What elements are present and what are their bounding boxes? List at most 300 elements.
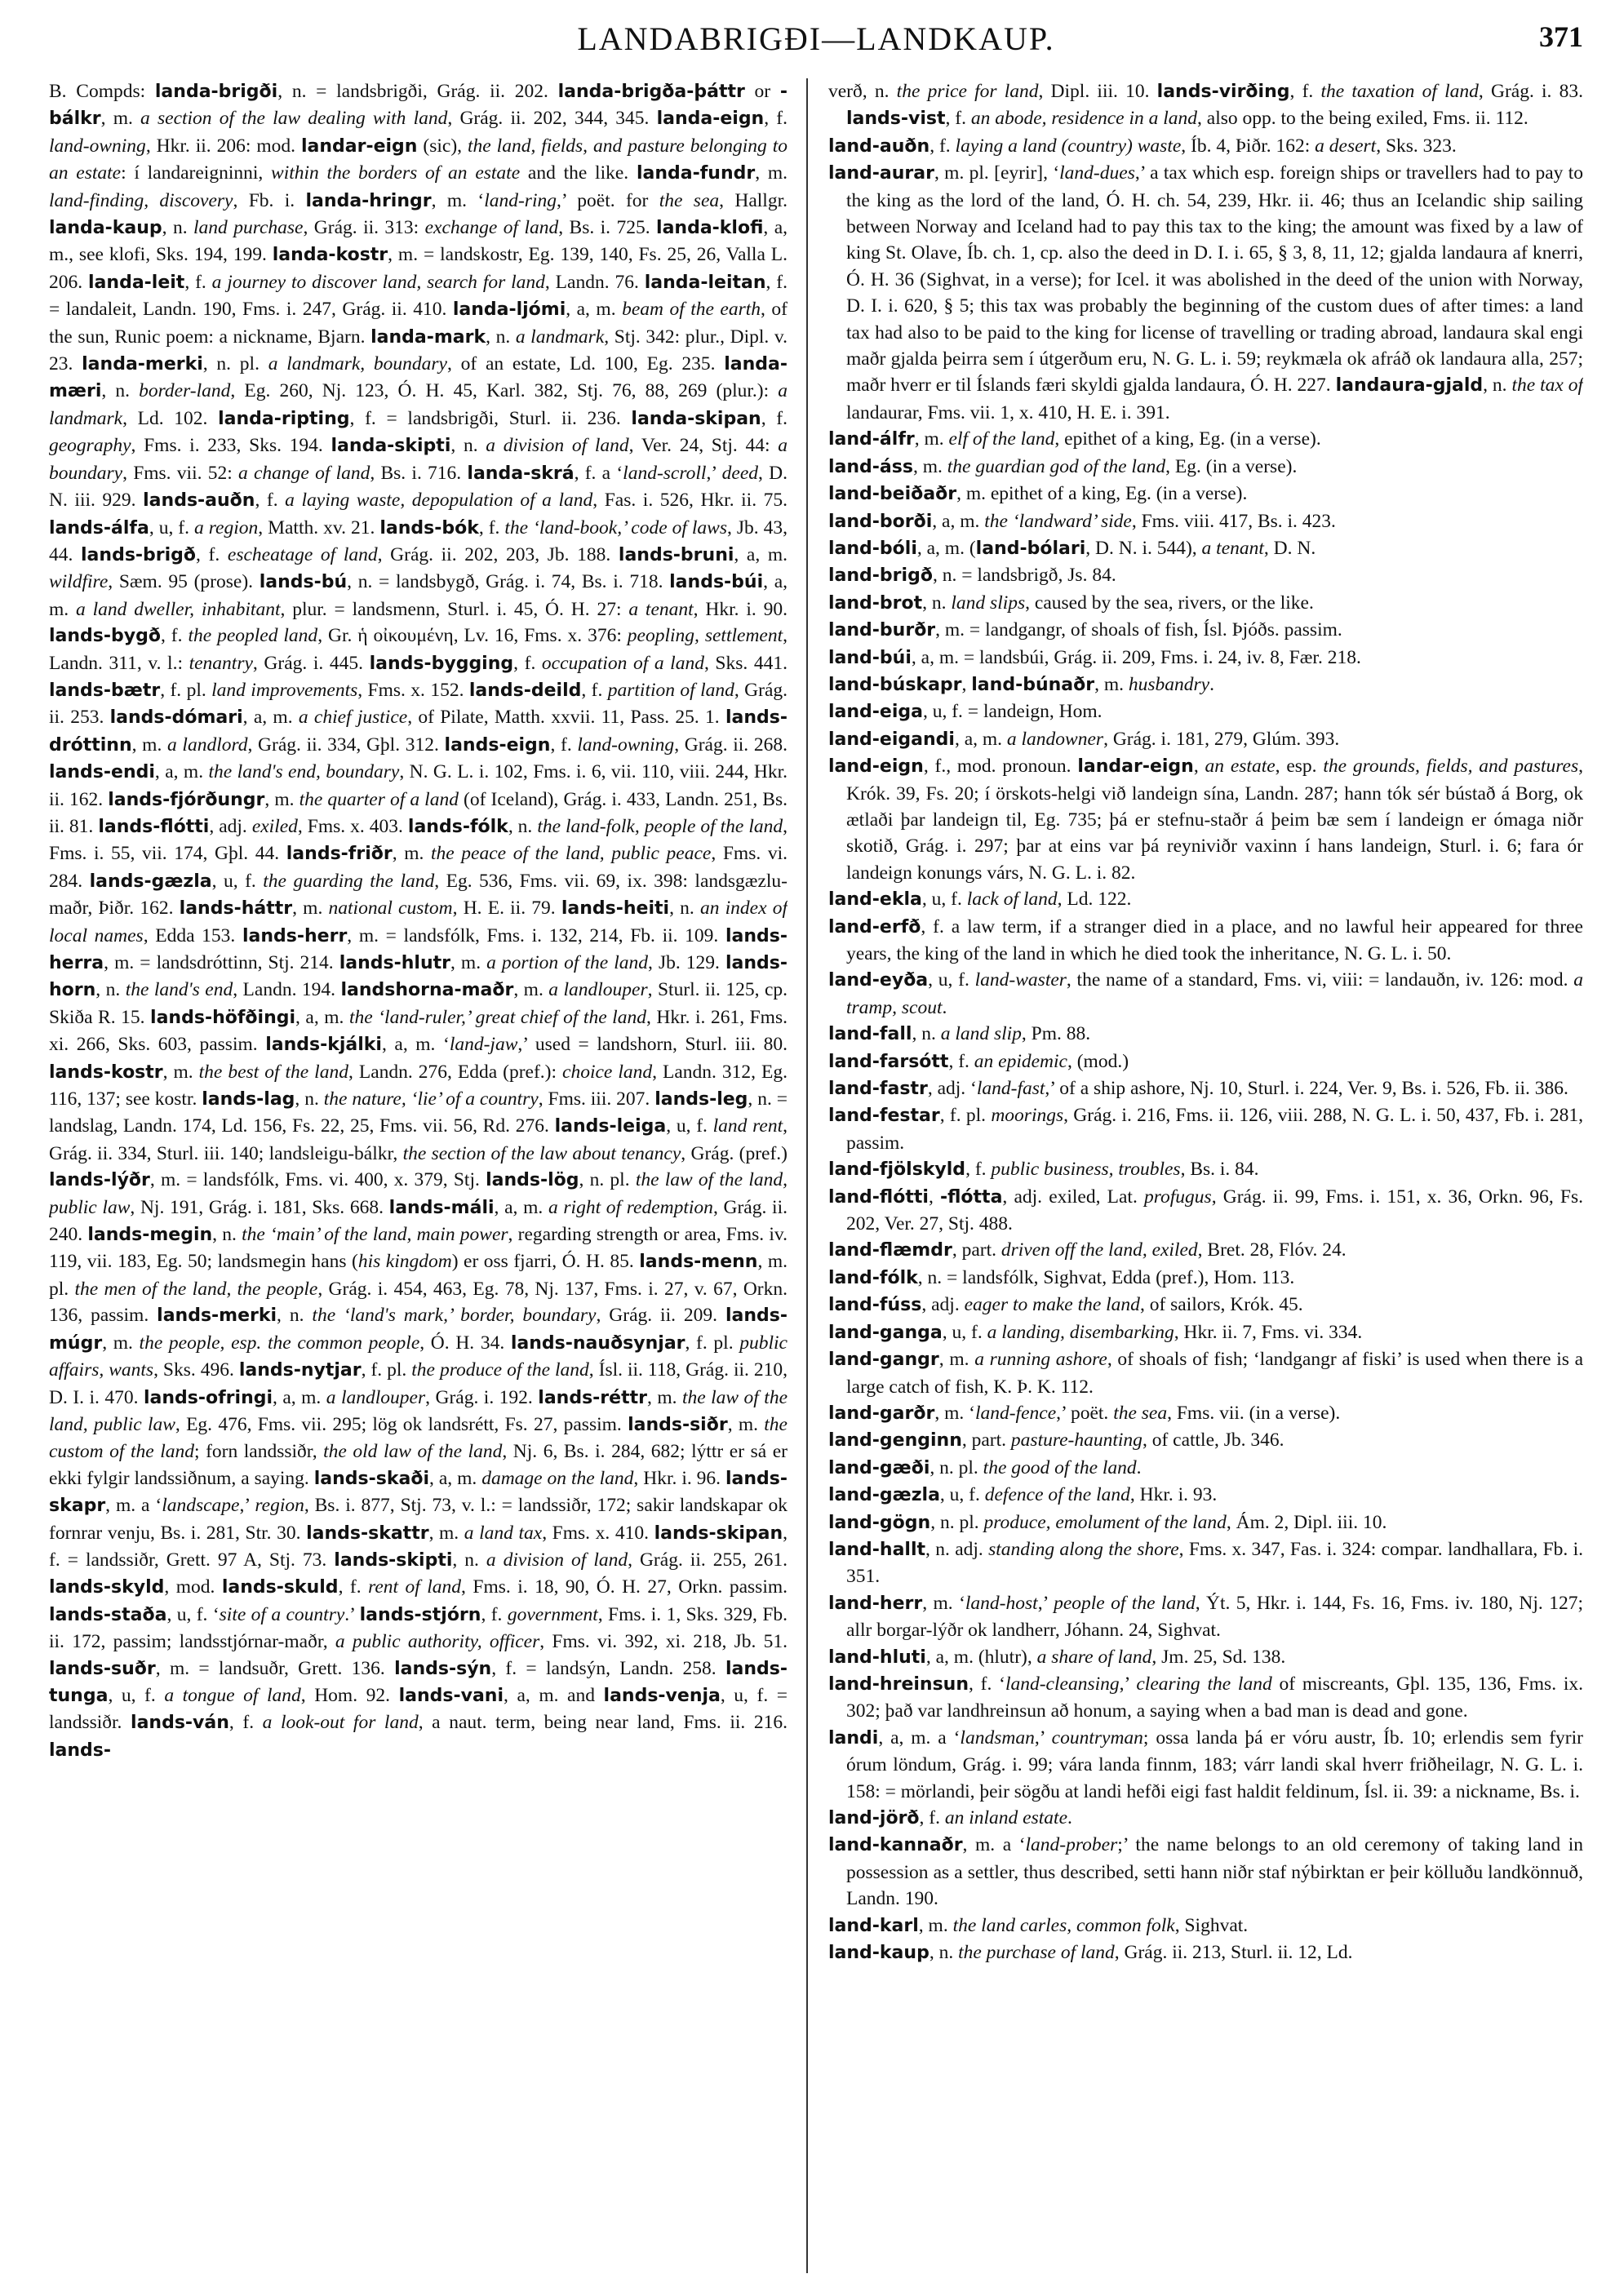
entry-text: , f. pl. <box>939 1105 992 1127</box>
definition: damage on the land <box>481 1467 634 1489</box>
definition: a landlouper <box>548 979 648 1001</box>
entry-text: ,’ poët. for <box>556 189 659 211</box>
entry-text: : í landareigninni, <box>121 162 272 184</box>
headword: land-eign <box>828 756 924 778</box>
entry-text: , Fms. i. 1, Sks. 329, Fb. ii. 172, passim; landsstjórnar-maðr, <box>49 1603 788 1653</box>
entry-text: , N. G. L. i. 102, Fms. i. 6, vii. 110, viii. 244, Hkr. ii. 162. <box>49 761 788 810</box>
dictionary-entry <box>828 1237 1583 1264</box>
headword: lands-fólk <box>407 816 508 837</box>
right-column <box>828 78 1583 2281</box>
definition: the ‘land-ruler,’ great chief of the land <box>348 1006 646 1028</box>
dictionary-entry <box>828 1805 1583 1832</box>
headword: lands-lag <box>202 1089 295 1110</box>
entry-text: , m. = landsfólk, Fms. i. 132, 214, Fb. ii. 109. <box>347 924 725 946</box>
entry-text: , f. a law term, if a stranger died in a place, and no lawful heir appeared for three years, the king of the land in which he died took the inheritance, N. G. L. i. 50. <box>846 915 1583 964</box>
definition: the ‘land-book,’ code of laws <box>504 516 728 539</box>
entry-text: , Nj. 6, Bs. i. 284, 682; lýttr er sá er ekki fylgir landssiðnum, a saying. <box>49 1441 788 1489</box>
definition: the quarter of a land <box>299 788 459 810</box>
headword: land-beiðaðr <box>828 484 957 505</box>
definition: public business, troubles <box>991 1159 1181 1181</box>
entry-text: , adj. ‘ <box>927 1078 977 1100</box>
definition: peopling, settlement <box>627 625 783 647</box>
definition: moorings <box>991 1105 1064 1127</box>
entry-text: , Ó. H. 34. <box>419 1332 511 1354</box>
entry-text: , Grág. i. 181, 279, Glúm. 393. <box>1103 728 1340 750</box>
dictionary-entry <box>828 617 1583 644</box>
entry-text: , f. <box>761 407 788 429</box>
definition: government <box>507 1603 598 1625</box>
headword: lands-höfðingi <box>150 1007 296 1028</box>
definition: a land slip <box>940 1023 1022 1045</box>
headword: lands-skattr <box>306 1523 429 1544</box>
entry-text: ,’ <box>1037 1592 1054 1614</box>
entry-text: , Grág. ii. 255, 261. <box>628 1549 788 1571</box>
dictionary-entry <box>828 1319 1583 1346</box>
entry-text: , n. <box>212 1224 242 1246</box>
entry-text: , Sæm. 95 (prose). <box>108 571 260 593</box>
entry-text: , m. <box>755 162 788 184</box>
entry-text: , m. = landgangr, of shoals of fish, Ísl. Þjóðs. passim. <box>935 619 1342 641</box>
headword: lands-brigð <box>81 544 197 565</box>
definition: border-land <box>139 380 231 402</box>
definition: a landowner <box>1006 728 1104 750</box>
definition: the best of the land <box>198 1061 348 1083</box>
entry-text: . <box>942 996 947 1018</box>
entry-text: , n. <box>508 815 538 837</box>
headword: landa-hringr <box>305 190 432 211</box>
headword: land-genginn <box>828 1430 962 1452</box>
headword: land-búnaðr <box>971 674 1095 695</box>
headword: land-búskapr <box>828 674 962 695</box>
entry-text: , m. <box>918 1914 953 1936</box>
entry-text: , m. <box>450 952 487 973</box>
dictionary-entry <box>828 1536 1583 1590</box>
definition: the peopled land <box>188 625 318 647</box>
headword: landa-brigði <box>154 82 278 102</box>
entry-text: , mod. <box>164 1576 222 1598</box>
definition: within the borders of an estate <box>271 162 521 184</box>
definition: produce, emolument of the land <box>983 1511 1227 1533</box>
definition: people of the land <box>1054 1592 1196 1614</box>
entry-text: , f. = landaleit, Landn. 190, Fms. i. 247, Grág. ii. 410. <box>49 271 788 321</box>
entry-text: , Hkr. i. 93. <box>1129 1484 1218 1506</box>
definition: choice land <box>562 1061 653 1083</box>
entry-text: , of the sun, Runic poem: a nickname, Bjarn. <box>49 299 788 348</box>
dictionary-entry <box>828 1455 1583 1482</box>
entry-text: ,’ a tax which esp. foreign ships or travellers had to pay to the king as the lord of the land, Ó. H. ch. 54, 239, Hkr. ii. 46; thus an Icelandic ship sailing between Norway and Iceland had to pay this tax to the king; the amount was fixed by a law of king St. Olave, Íb. ch. 1, cp. also the deed in D. I. i. 65, § 3, 8, 11, 12; gjalda landaura af knerri, Ó. H. 36 (Sighvat, in a verse); for Icel. it was abolished in the deed of the union with Norway, D. I. i. 620, § 5; this tax was probably the beginning of the custom dues of after times: a land tax had also to be paid to the king for license of travelling or trading abroad, landaura skal engi maðr gjalda þeirra sem í útgerðum eru, N. G. L. i. 59; reykmæla ok afráð ok landaura alla, 257; maðr hverr er til Íslands færi skyldi gjalda landaura, Ó. H. 227. <box>846 162 1583 397</box>
entry-text: , f. <box>919 1807 945 1828</box>
entry-text: , Grág. (pref.) <box>681 1142 788 1164</box>
entry-text: , n. pl. <box>930 1456 983 1478</box>
entry-text: B. Compds: <box>49 81 155 102</box>
dictionary-entry <box>828 1048 1583 1075</box>
entry-text: , H. E. ii. 79. <box>452 898 561 920</box>
entry-text: , Grág. i. 445. <box>252 652 370 674</box>
entry-text: , f. pl. <box>160 679 212 701</box>
definition: land-fast <box>976 1078 1045 1100</box>
headword: lands-skuld <box>221 1577 339 1598</box>
entry-text: , a, m. <box>154 761 209 783</box>
entry-text: , Nj. 191, Grág. i. 181, Sks. 668. <box>130 1196 389 1218</box>
dictionary-entry <box>828 562 1583 589</box>
entry-text: , n. pl. <box>930 1511 984 1533</box>
entry-text: . <box>1067 1807 1072 1828</box>
headword: lands-skipan <box>654 1523 783 1544</box>
entry-text: , n. <box>452 1549 486 1571</box>
entry-text: , f. <box>255 490 286 512</box>
definition: land-scroll <box>623 462 707 484</box>
definition: lack of land <box>966 889 1058 911</box>
entry-text: , Ísl. ii. 118, Grág. ii. 210, D. I. i. 470. <box>49 1359 788 1408</box>
headword: lands-búi <box>669 572 764 593</box>
headword: lands-deild <box>468 680 582 701</box>
entry-text: , also opp. to the being exiled, Fms. ii. 112. <box>1197 108 1528 130</box>
entry-text: , Sks. 496. <box>153 1359 239 1381</box>
entry-text: , m. <box>100 108 141 130</box>
headword: lands-lýðr <box>49 1170 150 1191</box>
entry-text: , Hkr. ii. 206: mod. <box>145 135 301 157</box>
definition: a landing, disembarking <box>987 1321 1174 1343</box>
entry-text: , m. pl. <box>49 1251 788 1300</box>
definition: the tax of <box>1511 375 1583 397</box>
entry-text: , Fms. x. 410. <box>542 1522 654 1544</box>
entry-text: , Hkr. i. 261, Fms. xi. 266, Sks. 603, passim. <box>49 1006 788 1056</box>
entry-text: , n. <box>922 592 952 614</box>
definition: a landmark <box>49 380 788 429</box>
definition: a chief justice <box>298 707 408 729</box>
definition: the guardian god of the land <box>947 455 1166 477</box>
headword: landa-mæri <box>49 354 788 402</box>
definition: an estate <box>1205 756 1276 778</box>
headword: land-bóli <box>828 538 917 559</box>
definition: beam of the earth <box>622 299 761 321</box>
definition: a section of the law dealing with land <box>140 108 448 130</box>
entry-text: ; ossa landa þá er vóru austr, Íb. 10; erlendis sem fyrir órum löndum, Grág. i. 99; vára landa finnm, 183; várr landi skal hverr friðheilagr, N. G. L. i. 158: = mörlandi, þeir sögðu at landi hefði eigi fast haldit feldinum, Ísl. ii. 39: a nickname, Bs. i. <box>846 1726 1583 1802</box>
entry-text: , esp. <box>1275 756 1324 778</box>
entry-text: , m. = landsfólk, Fms. vi. 400, x. 379, Stj. <box>149 1169 486 1191</box>
headword: lands-bygging <box>369 653 514 674</box>
entry-text: , m. ‘ <box>934 1402 975 1424</box>
entry-text: , <box>961 673 972 695</box>
entry-text: , n. <box>929 1942 959 1964</box>
headword: land-borði <box>828 511 933 532</box>
headword: landa-brigða-þáttr <box>557 82 745 102</box>
definition: a change of land <box>237 462 370 484</box>
entry-text: , Hallgr. <box>719 189 788 211</box>
entry-text: , Ld. 122. <box>1057 889 1132 911</box>
headword: land-gögn <box>828 1512 931 1533</box>
entry-text: , Landn. 311, v. l.: <box>49 625 788 674</box>
headword: land-erfð <box>828 916 921 937</box>
entry-text: , m. a ‘ <box>962 1834 1026 1856</box>
headword: land-herr <box>828 1593 923 1614</box>
headword: landa-skrá <box>467 463 575 484</box>
entry-text: , Íb. 4, Þiðr. 162: <box>1181 135 1316 157</box>
entry-text: , a, m. = landsbúi, Grág. ii. 209, Fms. i. 24, iv. 8, Fær. 218. <box>911 646 1361 668</box>
entry-text: , a, m. <box>566 299 623 321</box>
entry-text: , Grág. ii. 99, Fms. i. 151, x. 36, Orkn. 96, Fs. 202, Ver. 27, Stj. 488. <box>846 1186 1583 1235</box>
definition: a division of land <box>486 435 629 457</box>
headword: landa-leitan <box>644 272 766 293</box>
entry-text: , n. <box>162 217 194 239</box>
entry-text: , Grág. i. 216, Fms. ii. 126, viii. 288, N. G. L. i. 50, 437, Fb. i. 281, passim. <box>846 1105 1583 1154</box>
entry-text: , m. = landsuðr, Grett. 136. <box>155 1657 395 1679</box>
definition: a boundary <box>49 435 788 484</box>
entry-text: , plur. = landsmenn, Sturl. i. 45, Ó. H. 27: <box>280 598 629 620</box>
headword: lands-álfa <box>49 517 149 539</box>
definition: the sea <box>659 189 720 211</box>
entry-text: , Matth. xv. 21. <box>258 516 380 539</box>
entry-text: , Stj. 342: plur., Dipl. v. 23. <box>49 326 788 375</box>
dictionary-entry <box>828 590 1583 617</box>
entry-text: , <box>1193 756 1205 778</box>
headword: lands-herr <box>242 925 348 946</box>
entry-text: , (mod.) <box>1067 1050 1129 1072</box>
definition: site of a country <box>219 1603 345 1625</box>
headword: lands-siðr <box>628 1414 728 1435</box>
dictionary-entry <box>828 1482 1583 1509</box>
definition: land-host <box>965 1592 1038 1614</box>
definition: defence of the land <box>984 1484 1130 1506</box>
entry-text: , m. <box>102 1332 140 1354</box>
definition: a land tax <box>464 1522 543 1544</box>
definition: pasture-haunting <box>1010 1429 1142 1452</box>
definition: the taxation of land <box>1320 81 1479 102</box>
entry-text: , Ld. 102. <box>122 407 219 429</box>
entry-text: , f. a ‘ <box>574 462 623 484</box>
headword: lands-dómari <box>109 707 243 729</box>
entry-text: , n. <box>95 979 126 1001</box>
headword: land-álfr <box>828 429 915 450</box>
entry-text: , m. <box>938 1349 975 1371</box>
entry-text: , a, m. a ‘ <box>878 1726 961 1749</box>
entry-text: , Jb. 43, 44. <box>49 516 788 565</box>
headword: lands-staða <box>49 1604 167 1625</box>
entry-text: , f. pl. <box>685 1332 740 1354</box>
entry-text: , Ver. 24, Stj. 44: <box>628 435 779 457</box>
entry-text: , m. <box>392 843 431 865</box>
entry-text: , m. <box>1094 673 1129 695</box>
dictionary-page <box>49 0 1583 2296</box>
headword: landa-kostr <box>272 245 388 266</box>
dictionary-entry <box>828 698 1583 725</box>
entry-text: , Grág. ii. 202, 344, 345. <box>447 108 657 130</box>
dictionary-entry <box>828 508 1583 535</box>
definition: a tramp, scout <box>846 969 1583 1018</box>
entry-text: , u, f. = landeign, Hom. <box>922 701 1103 723</box>
dictionary-entry <box>828 1427 1583 1454</box>
dictionary-entry <box>828 535 1583 562</box>
headword: land-brigð <box>828 565 933 587</box>
headword: lands-flótti <box>98 816 210 837</box>
headword: land-hallt <box>828 1539 926 1560</box>
entry-text: , Fms. viii. 417, Bs. i. 423. <box>1131 510 1336 532</box>
entry-text: , a, m. <box>242 707 299 729</box>
entry-text: , f. <box>160 625 189 647</box>
entry-text: , part. <box>952 1239 1001 1261</box>
definition: the law of the land, public law <box>49 1169 788 1218</box>
entry-text: , Grág. ii. 202, 203, Jb. 188. <box>377 543 619 565</box>
definition: tenantry <box>189 652 253 674</box>
dictionary-entry <box>828 753 1583 886</box>
entry-text: , n. <box>450 435 486 457</box>
definition: standing along the shore <box>988 1538 1179 1560</box>
dictionary-entry <box>828 1671 1583 1725</box>
dictionary-entry <box>828 645 1583 672</box>
definition: a running ashore <box>974 1349 1107 1371</box>
definition: rent of land <box>368 1576 462 1598</box>
headword: land-fall <box>828 1024 912 1045</box>
entry-text: , Eg. 536, Fms. vii. 69, ix. 398: landsgæzlu-maðr, Þiðr. 162. <box>49 870 788 920</box>
entry-text: , part. <box>961 1429 1011 1452</box>
headword: lands-bú <box>259 572 348 593</box>
headword: land-auðn <box>828 135 930 157</box>
entry-text: ,’ <box>239 1495 255 1517</box>
definition: driven off the land, exiled <box>1001 1239 1198 1261</box>
headword: lands-bók <box>379 517 479 539</box>
headword: lands-bygð <box>49 626 161 647</box>
entry-text: , Grág. ii. 268. <box>674 734 788 756</box>
entry-text: , Hom. 92. <box>300 1684 399 1706</box>
headword: -bálkr <box>49 82 788 130</box>
headword: lands-múgr <box>49 1305 788 1354</box>
entry-text: , Landn. 76. <box>544 271 645 293</box>
definition: partition of land <box>607 679 734 701</box>
entry-text: , Fms. i. 18, 90, Ó. H. 27, Orkn. passim. <box>461 1576 788 1598</box>
dictionary-entry <box>828 481 1583 508</box>
headword: land-hluti <box>828 1647 926 1668</box>
definition: the land, fields, and pasture belonging to an estate <box>49 135 788 184</box>
entry-text: of miscreants, Gþl. 135, 136, Fms. ix. 302; það var landhreinsun að honum, a saying when a bad man is dead and gone. <box>846 1673 1583 1722</box>
entry-text: , f. <box>478 516 505 539</box>
headword: lands-venja <box>603 1685 721 1706</box>
headword: landi <box>828 1727 879 1749</box>
headword: lands-auðn <box>143 490 255 512</box>
headword: landar-eign <box>300 135 418 157</box>
headword: land-jörð <box>828 1808 920 1828</box>
headword: lands- <box>49 1740 112 1761</box>
entry-text: , Landn. 312, Eg. 116, 137; see kostr. <box>49 1061 788 1110</box>
entry-text: , u, f. <box>928 969 975 991</box>
definition: public affairs, wants <box>49 1332 788 1381</box>
definition: the ‘land's mark,’ border, boundary <box>312 1305 597 1327</box>
definition: the land's end, boundary <box>208 761 400 783</box>
definition: the law of the land, public law <box>49 1386 788 1435</box>
entry-text: , f. pl. <box>361 1359 412 1381</box>
entry-text: , Sks. 441. <box>703 652 788 674</box>
dictionary-entry <box>828 1156 1583 1183</box>
dictionary-entry <box>828 426 1583 453</box>
definition: escheatage of land <box>227 543 378 565</box>
headword: land-hreinsun <box>828 1673 969 1695</box>
definition: an index of local names <box>49 898 788 946</box>
entry-text: ,’ <box>706 462 722 484</box>
headword: landaura-gjald <box>1335 375 1484 397</box>
headword: lands-máli <box>388 1197 495 1218</box>
entry-text: , a, m. ( <box>916 537 976 559</box>
dictionary-entry <box>828 726 1583 753</box>
entry-text: , u, f. = landssiðr. <box>49 1684 788 1734</box>
definition: land-ring <box>484 189 557 211</box>
definition: a landlord <box>167 734 248 756</box>
entry-text: , n. pl. <box>579 1169 636 1191</box>
headword: lands-vist <box>846 109 946 130</box>
headword: lands-ván <box>131 1713 229 1734</box>
definition: landsman <box>960 1726 1035 1749</box>
entry-text: ; forn landssiðr, <box>194 1441 324 1463</box>
definition: a tongue of land <box>164 1684 301 1706</box>
entry-text: , u, f. ‘ <box>166 1603 220 1625</box>
entry-text: , Bs. i. 877, Stj. 73, v. l.: = landssiðr, 172; sakir landskapar ok fornrar venju, Bs. i. 281, Str. 30. <box>49 1495 788 1544</box>
definition: a division of land <box>486 1549 628 1571</box>
entry-text: , Fb. i. <box>233 189 306 211</box>
definition: the grounds, fields, and pastures <box>1323 756 1579 778</box>
entry-text: , Hkr. i. 96. <box>633 1467 725 1489</box>
entry-text: , Grág. ii. 253. <box>49 679 788 729</box>
entry-text: , Bs. i. 716. <box>370 462 468 484</box>
entry-text: , D. N. iii. 929. <box>49 462 788 512</box>
definition: eager to make the land <box>964 1294 1140 1316</box>
dictionary-entry <box>828 967 1583 1021</box>
entry-text: ) er oss fjarri, Ó. H. 85. <box>451 1251 640 1273</box>
entry-text: , a, m. <box>273 1386 326 1408</box>
dictionary-entry <box>828 1265 1583 1292</box>
entry-text: , D. N. i. 544), <box>1085 537 1202 559</box>
page-number: 371 <box>1539 20 1583 53</box>
headword: lands-skapr <box>49 1468 788 1517</box>
entry-text: , m. <box>131 734 167 756</box>
definition: his kingdom <box>357 1251 452 1273</box>
headword: land-farsótt <box>828 1051 949 1072</box>
entry-text: , m. <box>914 428 949 450</box>
definition: wildfire <box>49 571 109 593</box>
definition: land-fence <box>974 1402 1057 1424</box>
headword: landa-mark <box>370 326 486 348</box>
entry-text: .’ <box>344 1603 360 1625</box>
dictionary-entry <box>828 454 1583 481</box>
definition: land slips <box>951 592 1026 614</box>
headword: lands-stjórn <box>359 1604 481 1625</box>
headword: lands-lög <box>486 1170 579 1191</box>
entry-text: , Fms. vii. (in a verse). <box>1167 1402 1341 1424</box>
entry-text: , f., mod. pronoun. <box>923 756 1078 778</box>
entry-text: , f. <box>550 734 578 756</box>
definition: geography <box>49 435 131 457</box>
entry-text: , Hkr. i. 90. <box>693 598 788 620</box>
headword: lands-menn <box>639 1252 758 1273</box>
entry-text: . <box>1136 1456 1142 1478</box>
definition: the land's end <box>125 979 233 1001</box>
definition: profugus <box>1144 1186 1212 1208</box>
headword: lands-virðing <box>1156 82 1290 102</box>
definition: countryman <box>1051 1726 1143 1749</box>
headword: lands-eign <box>444 734 551 756</box>
entry-text: , a, m. <box>49 571 788 620</box>
entry-text: , n. <box>277 1305 313 1327</box>
dictionary-entry <box>828 1102 1583 1156</box>
definition: landscape <box>162 1495 240 1517</box>
headword: lands-leg <box>654 1089 748 1110</box>
entry-text: , Grág. ii. 240. <box>49 1196 788 1246</box>
headword: land-búi <box>828 647 912 668</box>
entry-text: , Bs. i. 725. <box>558 217 657 239</box>
entry-text: , Fms. i. 233, Sks. 194. <box>131 435 331 457</box>
headword: land-eiga <box>828 702 923 723</box>
entry-text: ;’ the name belongs to an old ceremony of taking land in possession as a settler, thus described, setti hann niðr staf nýbirktan er þeir kölluðu landkönnuð, Landn. 190. <box>846 1834 1583 1910</box>
definition: the section of the law about tenancy <box>402 1142 681 1164</box>
headword: lands-ofringi <box>143 1387 273 1408</box>
headword: lands-bætr <box>49 680 161 701</box>
